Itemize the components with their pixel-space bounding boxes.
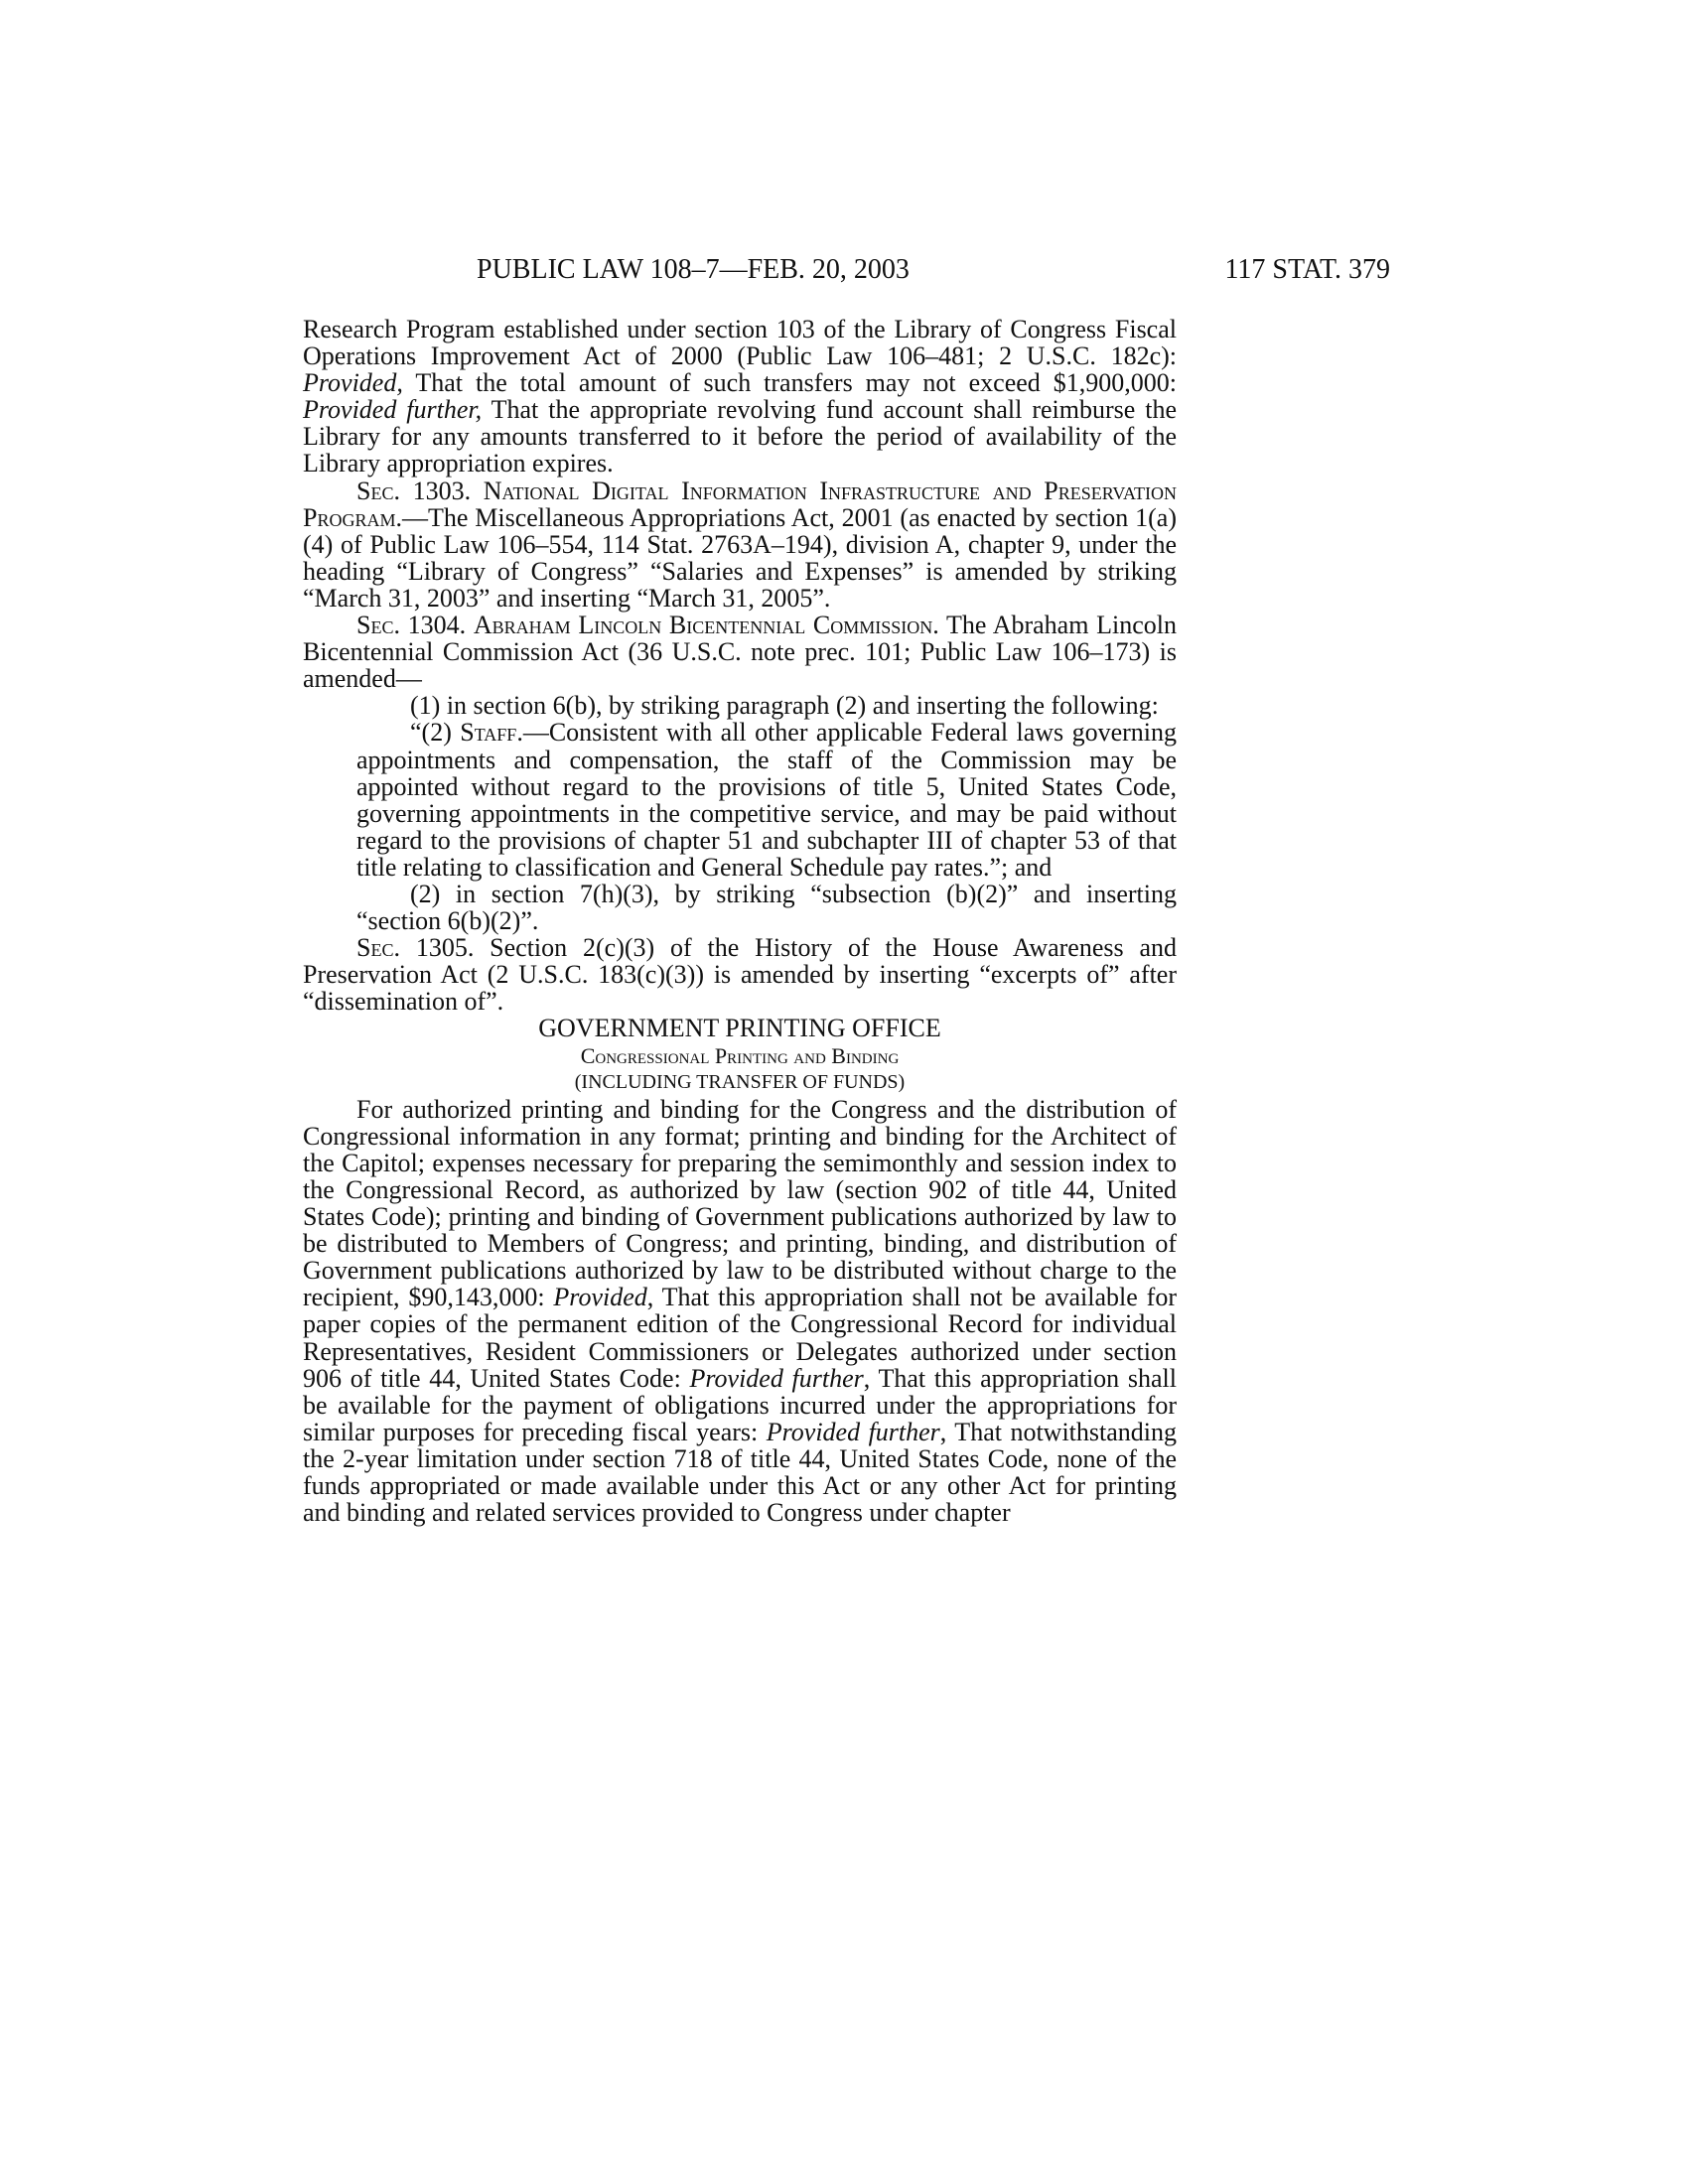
- amendment-item-2: (2) in section 7(h)(3), by striking “subsection (b)(2)” and inserting “section 6(b)(2)”.: [356, 879, 1177, 936]
- running-head: PUBLIC LAW 108–7—FEB. 20, 2003: [477, 254, 910, 285]
- amendment-item-1: (1) in section 6(b), by striking paragraph (2) and inserting the following:: [410, 691, 1159, 721]
- section-1304: Sec. 1304. Abraham Lincoln Bicentennial Commission. The Abraham Lincoln Bicentennial Commission Act (36 U.S.C. note prec. 101; Public Law 106–173) is amended—: [303, 611, 1177, 694]
- paragraph-continuation: Research Program established under section 103 of the Library of Congress Fiscal Operations Improvement Act of 2000 (Public Law 106–481; 2 U.S.C. 182c): Provided, That the total amount of such transfers may not exceed $1,900,000: Provided further, That the appropriate revolving fund account shall reimburse the Library for any amounts transferred to it before the period of availability of the Library appropriation expires.: [303, 315, 1177, 478]
- quoted-paragraph: “(2) Staff.—Consistent with all other applicable Federal laws governing appointments and compensation, the staff of the Commission may be appointed without regard to the provisions of title 5, United States Code, governing appointments in the competitive service, and may be paid without regard to the provisions of chapter 51 and subchapter III of chapter 53 of that title relating to classification and General Schedule pay rates.”; and: [356, 718, 1178, 882]
- document-body: [303, 316, 1177, 1526]
- appropriation-paragraph: For authorized printing and binding for the Congress and the distribution of Congressional information in any format; printing and binding for the Architect of the Capitol; expenses necessary for preparing the semimonthly and session index to the Congressional Record, as authorized by law (section 902 of title 44, United States Code); printing and binding of Government publications authorized by law to be distributed to Members of Congress; and printing, binding, and distribution of Government publications authorized by law to be distributed without charge to the recipient, $90,143,000: Provided, That this appropriation shall not be available for paper copies of the permanent edition of the Congressional Record for individual Representatives, Resident Commissioners or Delegates authorized under section 906 of title 44, United States Code: Provided further, That this appropriation shall be available for the payment of obligations incurred under the appropriations for similar purposes for preceding fiscal years: Provided further, That notwithstanding the 2-year limitation under section 718 of title 44, United States Code, none of the funds appropriated or made available under this Act or any other Act for printing and binding and related services provided to Congress under chapter: [303, 1094, 1177, 1528]
- account-heading: Congressional Printing and Binding: [580, 1042, 900, 1068]
- agency-heading: GOVERNMENT PRINTING OFFICE: [538, 1014, 941, 1043]
- section-1305: Sec. 1305. Section 2(c)(3) of the History of the House Awareness and Preservation Act (2 U.S.C. 183(c)(3)) is amended by inserting “excerpts of” after “dissemination of”.: [303, 933, 1177, 1017]
- transfer-note: (INCLUDING TRANSFER OF FUNDS): [574, 1070, 906, 1093]
- page-number: 117 STAT. 379: [1224, 254, 1390, 285]
- section-title: Abraham Lincoln Bicentennial Commission: [473, 611, 933, 640]
- page-header: [298, 250, 1390, 290]
- section-title: National Digital Information Infrastructure and Preservation Program: [303, 476, 1178, 532]
- section-1303: Sec. 1303. National Digital Information Infrastructure and Preservation Program.—The Miscellaneous Appropriations Act, 2001 (as enacted by section 1(a)(4) of Public Law 106–554, 114 Stat. 2763A–194), division A, chapter 9, under the heading “Library of Congress” “Salaries and Expenses” is amended by striking “March 31, 2003” and inserting “March 31, 2005”.: [303, 476, 1178, 613]
